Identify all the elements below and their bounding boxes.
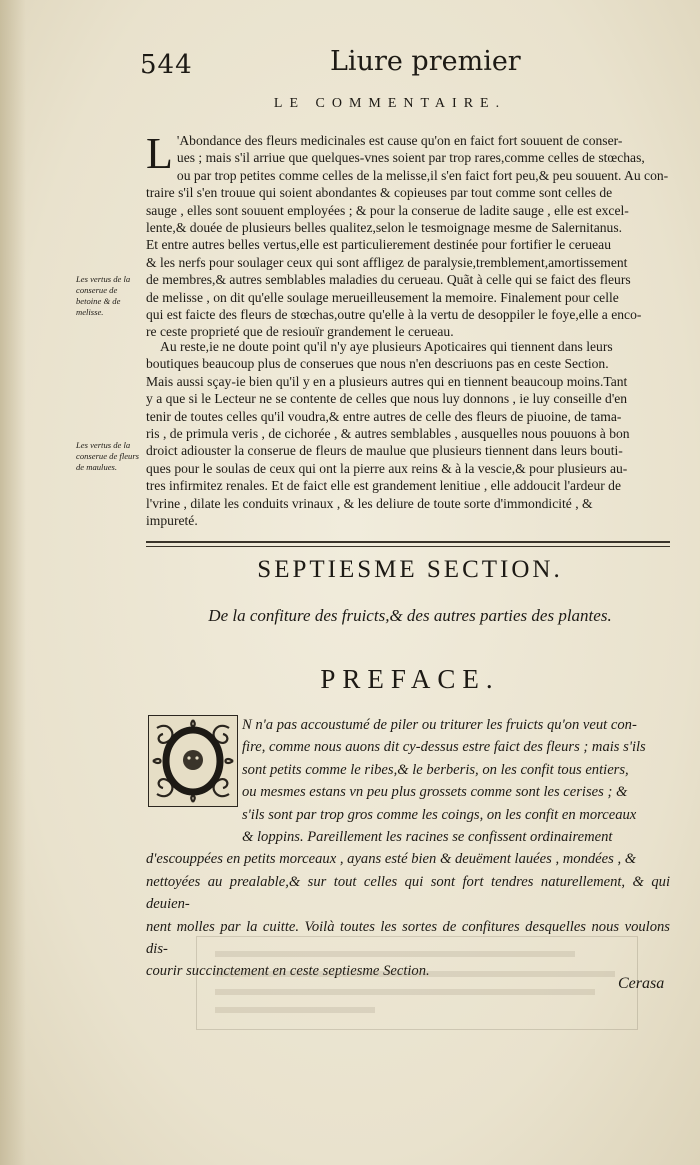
text-line: nent molles par la cuitte. Voilà toutes les sortes de confitures desquelles nous voulons dis-	[146, 918, 670, 958]
catchword: Cerasa	[618, 975, 665, 992]
section-title: SEPTIESME SECTION.	[257, 556, 563, 583]
text-line: droict adiouster la conserue de fleurs de maulue que plusieurs tiennent dans leurs bouti-	[146, 443, 623, 459]
commentary-paragraph-1	[146, 129, 670, 341]
text-line: tres infirmitez renales. Et de faict elle est grandement lenitiue , elle addoucit l'ardeur de	[146, 478, 622, 494]
text-line: & les nerfs pour soulager ceux qui sont affligez de paralysie,tremblement,amortissement	[146, 254, 628, 270]
text-line: ues ; mais s'il arriue que quelques-vnes soient par trop rares,comme celles de stœchas,	[176, 150, 645, 166]
commentary-paragraph-2	[146, 338, 670, 529]
section-label: LE COMMENTAIRE.	[273, 96, 507, 111]
text-line: ris , de primula veris , de cichorée , & autres semblables , ausquelles nous pouuons à bon	[146, 426, 630, 442]
text-line: ou mesmes estans vn peu plus grossets comme sont les cerises ; &	[242, 784, 628, 801]
text-line: s'ils sont par trop gros comme les coings, on les confit en morceaux	[242, 806, 637, 823]
text-line: traire s'il s'en trouue qui soient abondantes & copieuses par tout comme sont celles de	[146, 185, 613, 201]
text-line: ou par trop petites comme celles de la melisse,il s'en faict fort peu,& peu souuent. Au con-	[176, 167, 669, 183]
text-line: de membres,& autres semblables maladies du cerueau. Quãt à celle qui se faict des fleurs	[146, 272, 631, 288]
text-line: Au reste,ie ne doute point qu'il n'y aye plusieurs Apoticaires qui tiennent dans leurs	[160, 339, 613, 354]
running-head: Liure premier	[330, 46, 521, 77]
text-line: qui est faicte des fleurs de stœchas,outre qu'elle à la vertu de desoppiler le foye,elle a enco-	[146, 307, 642, 323]
text-line: lente,& douée de plusieurs belles qualitez,selon le tesmoignage mesme de Salernitanus.	[146, 220, 623, 236]
text-line: Et entre autres belles vertus,elle est particulierement destinée pour fortifier le cerueau	[146, 237, 611, 253]
section-subtitle: De la confiture des fruicts,& des autres parties des plantes.	[208, 606, 612, 625]
text-line: y a que si le Lecteur ne se contente de celles que nous luy donnons , ie luy conseille d'en	[146, 391, 628, 407]
text-line: Mais aussi sçay-ie bien qu'il y en a plusieurs autres qui en tiennent beaucoup moins.Tant	[146, 373, 628, 389]
text-line: tenir de toutes celles qu'il voudra,& entre autres de celle des fleurs de piuoine, de tama-	[146, 408, 622, 424]
show-through-line	[215, 1007, 375, 1013]
text-line: sont petits comme le ribes,& le berberis, on les confit tous entiers,	[242, 761, 629, 778]
text-line: sauge , elles sont souuent employées ; & pour la conserue de ladite sauge , elle est excel-	[146, 202, 629, 218]
text-line: de melisse , on dit qu'elle soulage merueilleusement la memoire. Finalement pour celle	[146, 289, 619, 305]
margin-note-2: Les vertus de la conserue de fleurs de maulues.	[76, 440, 140, 472]
text-line: 'Abondance des fleurs medicinales est cause qu'on en faict fort souuent de conser-	[176, 133, 623, 148]
show-through-line	[215, 951, 575, 957]
text-line: fire, comme nous auons dit cy-dessus estre faict des fleurs ; mais s'ils	[242, 739, 646, 756]
show-through-box	[196, 936, 638, 1030]
text-line: l'vrine , dilate les conduits vrinaux , & les deliure de toute sorte d'immondicité , &	[146, 495, 593, 511]
text-line: nettoyées au prealable,& sur tout celles qui sont fort tendres naturellement, & qui deuien-	[146, 873, 670, 913]
text-line: boutiques beaucoup plus de conserues que nous n'en descriuons pas en ceste Section.	[146, 356, 609, 372]
margin-note-1: Les vertus de la conserue de betoine & de melisse.	[76, 274, 131, 317]
text-line: & loppins. Pareillement les racines se confissent ordinairement	[242, 829, 613, 846]
drop-cap-letter: L	[146, 129, 173, 178]
preface-title: PREFACE.	[320, 664, 500, 694]
text-line: impureté.	[146, 513, 198, 529]
text-line: d'escouppées en petits morceaux , ayans esté bien & deuëment lauées , mondées , &	[146, 851, 637, 868]
section-divider-rule	[146, 541, 670, 547]
gutter-shadow	[0, 0, 26, 1165]
show-through-line	[215, 989, 595, 995]
text-line: N n'a pas accoustumé de piler ou triturer les fruicts qu'on veut con-	[242, 717, 637, 733]
page-number: 544	[140, 50, 193, 80]
text-line: ques pour le soulas de ceux qui ont la pierre aux reins & à la vescie,& pour plusieurs au-	[146, 460, 628, 476]
text-line: re ceste proprieté que de resiouïr grandement le cerueau.	[146, 324, 454, 340]
show-through-line	[215, 971, 615, 977]
text-line: courir succinctement en ceste septiesme Section.	[146, 963, 430, 980]
